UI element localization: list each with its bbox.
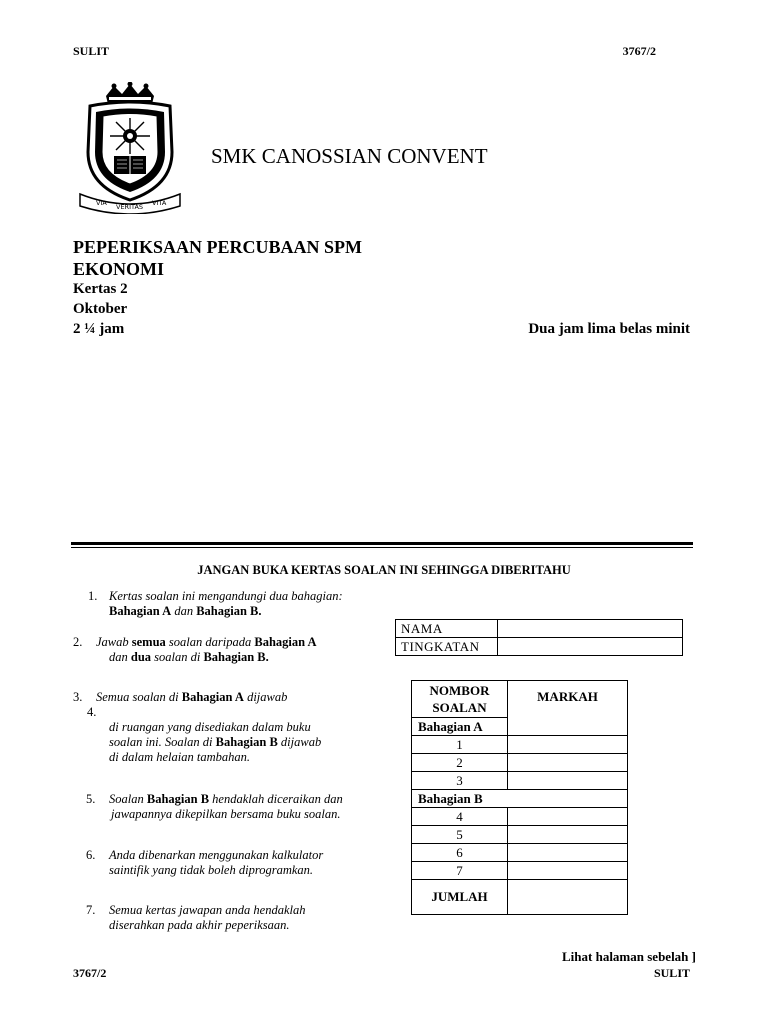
- table-row: [412, 736, 628, 754]
- marks-cell[interactable]: [508, 808, 628, 826]
- question-number: 2: [412, 754, 508, 772]
- instruction-1: 1. Kertas soalan ini mengandungi dua bahagian: Bahagian A dan Bahagian B.: [88, 589, 343, 618]
- question-number: 4: [412, 808, 508, 826]
- instruction-7: 7. Semua kertas jawapan anda hendaklah diserahkan pada akhir peperiksaan.: [86, 903, 306, 932]
- warning-text: JANGAN BUKA KERTAS SOALAN INI SEHINGGA DIBERITAHU: [197, 563, 571, 577]
- name-label: NAMA: [396, 620, 498, 638]
- class-label: TINGKATAN: [396, 638, 498, 656]
- table-row: [412, 808, 628, 826]
- instruction-3: 3. Semua soalan di Bahagian A dijawab 4. di ruangan yang disediakan dalam buku soalan ini. Soalan di Bahagian B dijawab di dalam helaian tambahan.: [73, 690, 322, 764]
- table-row: [412, 862, 628, 880]
- school-crest-logo: [76, 82, 184, 214]
- instruction-number: 7.: [86, 903, 96, 917]
- table-row: [412, 826, 628, 844]
- instruction-2: 2. Jawab semua soalan daripada Bahagian A dan dua soalan di Bahagian B.: [73, 635, 317, 664]
- table-row: [412, 790, 628, 808]
- exam-subject: EKONOMI: [73, 259, 165, 279]
- instruction-5: 5. Soalan Bahagian B hendaklah diceraikan dan jawapannya dikepilkan bersama buku soalan.: [86, 792, 343, 821]
- table-header-row: [412, 681, 628, 718]
- instruction-number: 2.: [73, 635, 83, 649]
- section-a-label: Bahagian A: [412, 718, 508, 736]
- crest-motto-via: VIA: [96, 199, 107, 207]
- exam-paper: Kertas 2: [73, 281, 128, 297]
- marks-cell[interactable]: [508, 772, 628, 790]
- exam-month: Oktober: [73, 301, 128, 317]
- table-row: [412, 844, 628, 862]
- exam-duration: 2 ¼ jam: [73, 321, 125, 337]
- marks-cell[interactable]: [508, 844, 628, 862]
- school-name: SMK CANOSSIAN CONVENT: [211, 144, 488, 168]
- question-number: 3: [412, 772, 508, 790]
- divider-thin: [71, 547, 693, 548]
- class-field[interactable]: [498, 638, 683, 656]
- marks-cell[interactable]: [508, 862, 628, 880]
- header-code-left: SULIT: [73, 44, 110, 58]
- total-marks-cell[interactable]: [508, 880, 628, 915]
- footer-paper-code: 3767/2: [73, 966, 107, 980]
- instruction-6: 6. Anda dibenarkan menggunakan kalkulator saintifik yang tidak boleh diprogramkan.: [86, 848, 324, 877]
- marks-header: MARKAH: [508, 681, 628, 736]
- table-row: [412, 880, 628, 915]
- instruction-number: 6.: [86, 848, 96, 862]
- instruction-number: 3.: [73, 690, 83, 704]
- question-number: 1: [412, 736, 508, 754]
- crest-motto-veritas: VERITAS: [116, 203, 144, 211]
- table-row: [396, 638, 683, 656]
- instruction-number: 5.: [86, 792, 96, 806]
- footer-classification: SULIT: [653, 966, 690, 980]
- table-row: [396, 620, 683, 638]
- marks-cell[interactable]: [508, 826, 628, 844]
- divider-thick: [71, 542, 693, 545]
- next-page-note: Lihat halaman sebelah ]: [562, 949, 696, 964]
- table-row: [412, 772, 628, 790]
- marks-cell[interactable]: [508, 754, 628, 772]
- question-number: 6: [412, 844, 508, 862]
- instruction-number: 1.: [88, 589, 98, 603]
- marks-cell[interactable]: [508, 736, 628, 754]
- header-paper-code: 3767/2: [622, 44, 656, 58]
- exam-duration-words: Dua jam lima belas minit: [528, 321, 690, 337]
- total-label: JUMLAH: [412, 880, 508, 915]
- question-number: 7: [412, 862, 508, 880]
- table-row: [412, 754, 628, 772]
- marks-table: [411, 680, 628, 915]
- exam-title: PEPERIKSAAN PERCUBAAN SPM: [73, 237, 363, 257]
- question-number: 5: [412, 826, 508, 844]
- crest-motto-vita: VITA: [152, 199, 167, 207]
- question-number-header: NOMBOR SOALAN: [412, 681, 508, 718]
- section-b-label: Bahagian B: [412, 790, 628, 808]
- student-info-table: [395, 619, 683, 656]
- name-field[interactable]: [498, 620, 683, 638]
- instruction-number-4: 4.: [87, 705, 97, 719]
